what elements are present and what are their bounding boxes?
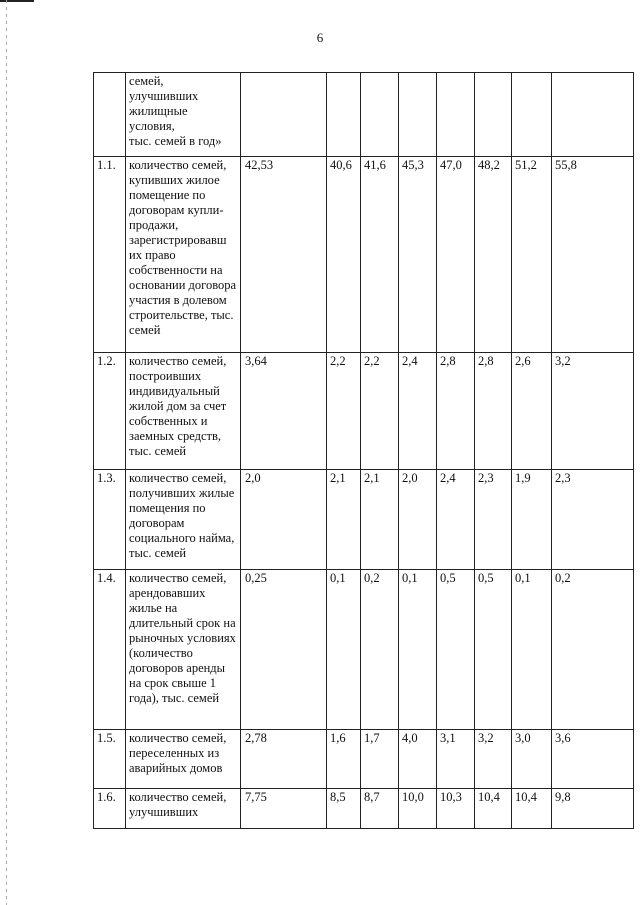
value-cell: 10,0 <box>399 789 437 829</box>
row-number: 1.6. <box>94 789 126 829</box>
row-number <box>94 73 126 157</box>
value-cell: 10,4 <box>475 789 512 829</box>
value-cell: 2,4 <box>399 353 437 470</box>
row-number: 1.1. <box>94 157 126 353</box>
value-cell: 41,6 <box>361 157 399 353</box>
value-cell: 2,2 <box>327 353 361 470</box>
value-cell: 0,2 <box>361 570 399 730</box>
row-number: 1.4. <box>94 570 126 730</box>
value-cell: 10,4 <box>512 789 552 829</box>
value-cell: 0,2 <box>552 570 634 730</box>
value-cell <box>475 73 512 157</box>
value-cell: 47,0 <box>437 157 475 353</box>
value-cell <box>552 73 634 157</box>
value-cell: 51,2 <box>512 157 552 353</box>
table-row <box>94 157 634 353</box>
row-description: семей, улучшивших жилищные условия, тыс. семей в год» <box>126 73 241 157</box>
table-body <box>94 73 634 829</box>
value-cell <box>399 73 437 157</box>
scan-edge <box>6 0 7 905</box>
value-cell <box>437 73 475 157</box>
value-cell: 3,0 <box>512 730 552 789</box>
value-cell: 2,0 <box>399 470 437 570</box>
value-cell: 0,25 <box>241 570 327 730</box>
row-description: количество семей, улучшивших <box>126 789 241 829</box>
table-row <box>94 730 634 789</box>
value-cell: 2,4 <box>437 470 475 570</box>
value-cell: 2,8 <box>437 353 475 470</box>
row-description: количество семей, построивших индивидуальный жилой дом за счет собственных и заемных средств, тыс. семей <box>126 353 241 470</box>
row-number: 1.5. <box>94 730 126 789</box>
value-cell: 2,78 <box>241 730 327 789</box>
value-cell: 7,75 <box>241 789 327 829</box>
value-cell <box>512 73 552 157</box>
table-row <box>94 789 634 829</box>
value-cell: 1,9 <box>512 470 552 570</box>
value-cell: 2,8 <box>475 353 512 470</box>
value-cell: 1,6 <box>327 730 361 789</box>
value-cell: 3,64 <box>241 353 327 470</box>
value-cell: 40,6 <box>327 157 361 353</box>
row-number: 1.3. <box>94 470 126 570</box>
value-cell: 45,3 <box>399 157 437 353</box>
value-cell: 9,8 <box>552 789 634 829</box>
value-cell: 2,0 <box>241 470 327 570</box>
value-cell: 48,2 <box>475 157 512 353</box>
value-cell <box>361 73 399 157</box>
value-cell: 55,8 <box>552 157 634 353</box>
table-row <box>94 353 634 470</box>
value-cell: 0,5 <box>475 570 512 730</box>
value-cell: 2,3 <box>475 470 512 570</box>
row-description: количество семей, купивших жилое помещение по договорам купли-продажи, зарегистрировавш их право собственности на основании договора участия в долевом строительстве, тыс. семей <box>126 157 241 353</box>
row-description: количество семей, переселенных из аварийных домов <box>126 730 241 789</box>
value-cell: 2,1 <box>327 470 361 570</box>
value-cell: 0,1 <box>327 570 361 730</box>
value-cell: 0,1 <box>512 570 552 730</box>
value-cell: 2,3 <box>552 470 634 570</box>
value-cell: 3,2 <box>475 730 512 789</box>
value-cell: 10,3 <box>437 789 475 829</box>
value-cell: 8,5 <box>327 789 361 829</box>
value-cell: 0,5 <box>437 570 475 730</box>
value-cell: 8,7 <box>361 789 399 829</box>
page-number: 6 <box>316 30 324 45</box>
table-row <box>94 470 634 570</box>
value-cell: 3,1 <box>437 730 475 789</box>
indicators-table <box>93 72 634 829</box>
value-cell: 3,6 <box>552 730 634 789</box>
value-cell: 2,1 <box>361 470 399 570</box>
value-cell: 2,2 <box>361 353 399 470</box>
value-cell: 0,1 <box>399 570 437 730</box>
value-cell: 1,7 <box>361 730 399 789</box>
value-cell <box>241 73 327 157</box>
row-description: количество семей, арендовавших жилье на длительный срок на рыночных условиях (количество договоров аренды на срок свыше 1 года), тыс. семей <box>126 570 241 730</box>
table-row <box>94 570 634 730</box>
row-description: количество семей, получивших жилые помещения по договорам социального найма, тыс. семей <box>126 470 241 570</box>
value-cell: 2,6 <box>512 353 552 470</box>
value-cell <box>327 73 361 157</box>
value-cell: 3,2 <box>552 353 634 470</box>
value-cell: 42,53 <box>241 157 327 353</box>
value-cell: 4,0 <box>399 730 437 789</box>
row-number: 1.2. <box>94 353 126 470</box>
table-row-continuation <box>94 73 634 157</box>
